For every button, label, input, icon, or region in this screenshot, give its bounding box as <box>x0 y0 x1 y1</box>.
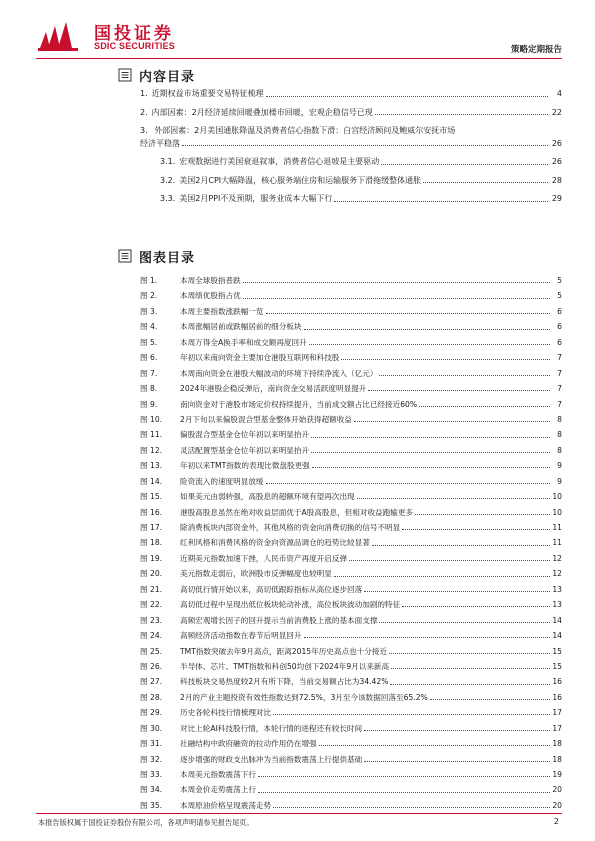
toc-item-number: 1. <box>140 89 148 98</box>
toc-item[interactable] <box>140 122 562 153</box>
figure-item-page: 8 <box>557 430 562 440</box>
figure-item-page: 16 <box>552 692 562 702</box>
figure-item-text: 本周南向资金在港股大幅波动的环境下持续净流入（亿元） <box>180 368 378 378</box>
figure-item-number: 图 19. <box>140 553 163 563</box>
toc-subitem[interactable] <box>140 153 562 172</box>
toc-item-text: 美国2月CPI大幅降温，核心服务端住房和运输服务下滑拖缓整体通胀 <box>179 175 422 185</box>
leader-dots <box>423 182 548 183</box>
toc-item-page: 4 <box>556 89 562 98</box>
leader-dots <box>415 514 550 515</box>
toc-item-number: 2. <box>140 107 148 117</box>
figure-item-text: 本周金价走势震荡上行 <box>180 785 256 795</box>
figure-item-number: 图 29. <box>140 708 163 718</box>
figure-item[interactable] <box>140 767 562 782</box>
footer-divider <box>36 813 562 814</box>
leader-dots <box>258 776 550 777</box>
figure-item-number: 图 17. <box>140 523 163 532</box>
toc-list <box>140 85 562 209</box>
figure-item-page: 9 <box>557 476 562 486</box>
leader-dots <box>357 498 550 499</box>
figure-item-text: 偏股混合型基金仓位年初以来明显抬升 <box>180 430 310 440</box>
figure-item[interactable] <box>140 674 562 689</box>
leader-dots <box>430 699 550 700</box>
figure-item-number: 图 27. <box>140 677 163 687</box>
figure-item[interactable] <box>140 613 562 628</box>
figure-item[interactable] <box>140 721 562 736</box>
figure-item[interactable] <box>140 551 562 566</box>
toc-item-text: 外部因素：2月美国通胀降温及消费者信心指数下滑：白宫经济顾问及鲍威尔安抚市场 <box>154 126 456 135</box>
figure-item-number: 图 3. <box>140 306 158 316</box>
figure-item-number: 图 25. <box>140 646 163 656</box>
figure-item-page: 13 <box>552 600 562 610</box>
figure-item[interactable] <box>140 736 562 751</box>
figure-item[interactable] <box>140 690 562 705</box>
figure-item-number: 图 24. <box>140 631 163 641</box>
figure-item-page: 7 <box>557 384 562 394</box>
figure-item-number: 图 6. <box>140 353 158 363</box>
toc-item-page: 26 <box>551 138 562 148</box>
figure-item-text: 红利风格和消费风格的资金向资源品调仓的趋势比较显著 <box>180 538 370 548</box>
figure-item-text: 南向资金对于港股市场定价权持续提升，当前成交额占比已经接近60% <box>180 399 418 409</box>
figure-item-page: 16 <box>552 677 562 687</box>
leader-dots <box>379 622 550 623</box>
figure-item-number: 图 22. <box>140 600 163 610</box>
figure-item-page: 17 <box>552 708 562 718</box>
figure-item-text: 半导体、芯片、TMT指数和科创50均创下2024年9月以来新高 <box>180 661 390 671</box>
leader-dots <box>402 606 550 607</box>
leader-dots <box>311 437 550 438</box>
figure-item-page: 8 <box>557 445 562 455</box>
leader-dots <box>364 730 550 731</box>
figure-item-text: 高切低过程中呈现出低位板块轮动补涨，高位板块波动加剧的特征 <box>180 600 401 610</box>
figure-item-number: 图 8. <box>140 384 158 394</box>
figure-item-number: 图 5. <box>140 337 158 347</box>
toc-subitem[interactable] <box>140 172 562 191</box>
toc-item-text: 宏观数据进行美国衰退叙事，消费者信心退坡是主要驱动 <box>179 157 380 166</box>
figure-item-text: 本周绩优股指占优 <box>180 291 241 301</box>
figure-item-page: 18 <box>552 739 562 749</box>
figure-item[interactable] <box>140 319 562 334</box>
leader-dots <box>354 421 550 422</box>
toc-item-page: 28 <box>551 175 562 185</box>
figure-item-text: 本周万得全A换手率和成交额再度回升 <box>180 337 307 347</box>
figure-item-page: 6 <box>557 337 562 347</box>
toc-item[interactable] <box>140 104 562 123</box>
sdic-logo-icon <box>38 20 78 52</box>
figure-item[interactable] <box>140 381 562 396</box>
page-number: 2 <box>553 817 559 826</box>
toc-item-page: 22 <box>551 107 562 117</box>
figure-item[interactable] <box>140 412 562 427</box>
figure-item-page: 6 <box>557 322 562 332</box>
leader-dots <box>258 792 550 793</box>
figure-item-text: 本周美元指数震荡下行 <box>180 770 256 779</box>
figure-item[interactable] <box>140 752 562 767</box>
leader-dots <box>402 529 550 530</box>
figure-item[interactable] <box>140 458 562 473</box>
leader-dots <box>375 114 548 115</box>
figure-item-number: 图 33. <box>140 770 163 779</box>
figure-item[interactable] <box>140 644 562 659</box>
toc-item-number: 3.2. <box>160 175 176 185</box>
leader-dots <box>266 313 550 314</box>
figure-item-page: 5 <box>557 291 562 301</box>
figure-item[interactable] <box>140 705 562 720</box>
figure-item[interactable] <box>140 582 562 597</box>
figure-item-page: 19 <box>552 770 562 779</box>
figure-item-text: 本周原油价格呈现震荡走势 <box>180 800 272 810</box>
toc-item-number: 3.3. <box>160 194 176 203</box>
figure-item-number: 图 16. <box>140 507 163 517</box>
figure-item[interactable] <box>140 520 562 535</box>
figure-item-number: 图 9. <box>140 399 158 409</box>
figure-item-page: 7 <box>557 399 562 409</box>
leader-dots <box>372 545 550 546</box>
leader-dots <box>312 467 550 468</box>
leader-dots <box>243 282 550 283</box>
figure-item-text: 2月的产业主题投资有效性指数达到72.5%，3月至今该数据回落至65.2% <box>180 692 428 702</box>
figure-item-number: 图 26. <box>140 661 163 671</box>
figure-item-text: 社融结构中政府融资的拉动作用仍在增强 <box>180 739 317 749</box>
figure-item[interactable] <box>140 366 562 381</box>
leader-dots <box>381 164 548 165</box>
figure-item-number: 图 23. <box>140 615 163 625</box>
figure-item-page: 10 <box>552 492 562 502</box>
figure-item[interactable] <box>140 489 562 504</box>
leader-dots <box>364 761 550 762</box>
figure-item-number: 图 34. <box>140 785 163 795</box>
leader-dots <box>389 653 550 654</box>
list-icon <box>118 68 132 82</box>
figure-item-text: 科技板块交易热度较2月有所下降，当前交易额占比为34.42% <box>180 677 389 687</box>
figure-item-text: 本周主要指数涨跌幅一览 <box>180 306 264 316</box>
figure-item-page: 11 <box>552 523 562 532</box>
figure-item[interactable] <box>140 288 562 303</box>
figure-item-text: 美元指数走弱后，欧洲股市反弹幅度也较明显 <box>180 569 332 579</box>
leader-dots <box>319 745 550 746</box>
figure-item-text: 历史各轮科技行情梳理对比 <box>180 708 272 718</box>
leader-dots <box>304 329 551 330</box>
figure-item[interactable] <box>140 798 562 813</box>
leader-dots <box>182 145 548 146</box>
figure-item-page: 20 <box>552 800 562 810</box>
leader-dots <box>364 591 550 592</box>
page-header <box>38 16 562 58</box>
figure-item-page: 17 <box>552 723 562 733</box>
figure-item-page: 12 <box>552 553 562 563</box>
list-icon <box>118 249 132 263</box>
figure-item-number: 图 2. <box>140 291 158 301</box>
figure-item[interactable] <box>140 397 562 412</box>
figure-title: 图表目录 <box>139 250 196 266</box>
figure-item-text: 港股高股息虽然在绝对收益层面优于A股高股息，但相对收益跑输更多 <box>180 507 414 517</box>
figure-item[interactable] <box>140 443 562 458</box>
figure-item-number: 图 1. <box>140 276 158 285</box>
figure-item-number: 图 15. <box>140 492 163 502</box>
leader-dots <box>304 637 551 638</box>
figure-item-number: 图 31. <box>140 739 163 749</box>
figure-item[interactable] <box>140 597 562 612</box>
figure-item-number: 图 13. <box>140 461 163 471</box>
toc-item-number: 3. <box>140 126 148 135</box>
figure-item-number: 图 10. <box>140 414 163 424</box>
toc-item-text: 近期权益市场重要交易特征梳理 <box>151 89 264 98</box>
figure-item[interactable] <box>140 782 562 797</box>
figure-item-number: 图 14. <box>140 476 163 486</box>
figure-list <box>140 273 562 813</box>
leader-dots <box>334 201 548 202</box>
toc-item-page: 26 <box>551 157 562 166</box>
figure-item-page: 11 <box>552 538 562 548</box>
figure-item-text: 如果美元由弱转强，高股息的超额环境有望再次出现 <box>180 492 355 502</box>
figure-item-page: 8 <box>557 414 562 424</box>
leader-dots <box>273 807 550 808</box>
toc-item-number: 3.1. <box>160 157 176 166</box>
figure-item-number: 图 11. <box>140 430 163 440</box>
figure-item-page: 18 <box>552 754 562 764</box>
leader-dots <box>266 483 550 484</box>
figure-item-text: 本周全球股指普跌 <box>180 276 241 285</box>
figure-item[interactable] <box>140 335 562 350</box>
figure-item[interactable] <box>140 427 562 442</box>
figure-item-page: 14 <box>552 615 562 625</box>
leader-dots <box>349 560 550 561</box>
figure-item[interactable] <box>140 628 562 643</box>
leader-dots <box>368 390 550 391</box>
figure-item-page: 12 <box>552 569 562 579</box>
figure-item-number: 图 30. <box>140 723 163 733</box>
figure-item-text: 高频经济活动指数在春节后明显回升 <box>180 631 302 641</box>
toc-item-text: 美国2月PPI不及预期，服务业成本大幅下行 <box>179 194 333 203</box>
figure-item-text: 除消费板块内部资金外，其他风格的资金向消费切换的信号不明显 <box>180 523 401 532</box>
toc-item[interactable] <box>140 85 562 104</box>
figure-item-text: 高切低行情开始以来，高切低跟踪指标从高位逐步回落 <box>180 584 363 594</box>
figure-item-number: 图 35. <box>140 800 163 810</box>
figure-item-number: 图 28. <box>140 692 163 702</box>
figure-item-text: 对比上轮AI科技股行情，本轮行情的进程还有较长时间 <box>180 723 363 733</box>
logo-chinese-text: 国投证券 <box>94 24 174 44</box>
figure-item-page: 7 <box>557 353 562 363</box>
company-logo <box>38 16 208 56</box>
figure-item[interactable] <box>140 535 562 550</box>
leader-dots <box>273 714 550 715</box>
leader-dots <box>390 684 550 685</box>
figure-item-text: 2月下旬以来偏股混合型基金整体开始获得超额收益 <box>180 414 352 424</box>
leader-dots <box>379 375 550 376</box>
figure-item[interactable] <box>140 273 562 288</box>
figure-item-number: 图 21. <box>140 584 163 594</box>
toc-item-text-continued: 经济平稳落 <box>140 138 180 148</box>
toc-item-page: 29 <box>551 194 562 203</box>
footer-disclaimer: 本报告版权属于国投证券股份有限公司，各项声明请参见报告尾页。 <box>38 818 254 827</box>
figure-item-text: 2024年港股企稳反弹后，南向资金交易活跃度明显提升 <box>180 384 367 394</box>
figure-item-text: 年初以来TMT指数的表现比微盘股更强 <box>180 461 310 471</box>
figure-item-text: 年初以来南向资金主要加仓港股互联网和科技股 <box>180 353 340 363</box>
report-type-label: 策略定期报告 <box>510 45 562 55</box>
figure-item-page: 10 <box>552 507 562 517</box>
leader-dots <box>334 576 550 577</box>
figure-item-number: 图 4. <box>140 322 158 332</box>
figure-item-page: 9 <box>557 461 562 471</box>
toc-subitem[interactable] <box>140 190 562 209</box>
leader-dots <box>266 96 548 97</box>
figure-item-number: 图 20. <box>140 569 163 579</box>
leader-dots <box>341 359 550 360</box>
figure-item[interactable] <box>140 505 562 520</box>
toc-title: 内容目录 <box>139 69 196 85</box>
figure-item-text: 近期美元指数加速下挫，人民币资产再度开启反弹 <box>180 553 348 563</box>
figure-item-text: TMT指数突破去年9月高点，距离2015年历史高点也十分接近 <box>180 646 388 656</box>
figure-item-number: 图 12. <box>140 445 163 455</box>
figure-item-page: 15 <box>552 661 562 671</box>
toc-item-text: 内部因素：2月经济延续回暖叠加楼市回暖，宏观企稳信号已现 <box>151 107 373 117</box>
figure-item[interactable] <box>140 566 562 581</box>
figure-item-page: 14 <box>552 631 562 641</box>
figure-item[interactable] <box>140 304 562 319</box>
figure-section-title <box>118 247 195 265</box>
figure-item-text: 高频宏观增长因子的回升提示当前消费股上涨的基本面支撑 <box>180 615 378 625</box>
leader-dots <box>391 668 550 669</box>
figure-item-page: 13 <box>552 584 562 594</box>
toc-section-title <box>118 66 195 84</box>
leader-dots <box>311 452 550 453</box>
figure-item[interactable] <box>140 474 562 489</box>
leader-dots <box>243 298 550 299</box>
figure-item-text: 逐步增强的财政支出脉冲为当前指数震荡上行提供基础 <box>180 754 363 764</box>
figure-item-page: 15 <box>552 646 562 656</box>
figure-item-page: 6 <box>557 306 562 316</box>
figure-item[interactable] <box>140 350 562 365</box>
figure-item[interactable] <box>140 659 562 674</box>
figure-item-page: 5 <box>557 276 562 285</box>
leader-dots <box>419 406 550 407</box>
figure-item-number: 图 32. <box>140 754 163 764</box>
figure-item-page: 20 <box>552 785 562 795</box>
figure-item-number: 图 7. <box>140 368 158 378</box>
header-divider <box>36 58 562 59</box>
figure-item-text: 本周涨幅居前或跌幅居前的细分板块 <box>180 322 302 332</box>
figure-item-number: 图 18. <box>140 538 163 548</box>
figure-item-text: 险资流入的速度明显放缓 <box>180 476 264 486</box>
figure-item-page: 7 <box>557 368 562 378</box>
logo-english-text: SDIC SECURITIES <box>94 41 176 51</box>
leader-dots <box>309 344 550 345</box>
figure-item-text: 灵活配置型基金仓位年初以来明显抬升 <box>180 445 310 455</box>
